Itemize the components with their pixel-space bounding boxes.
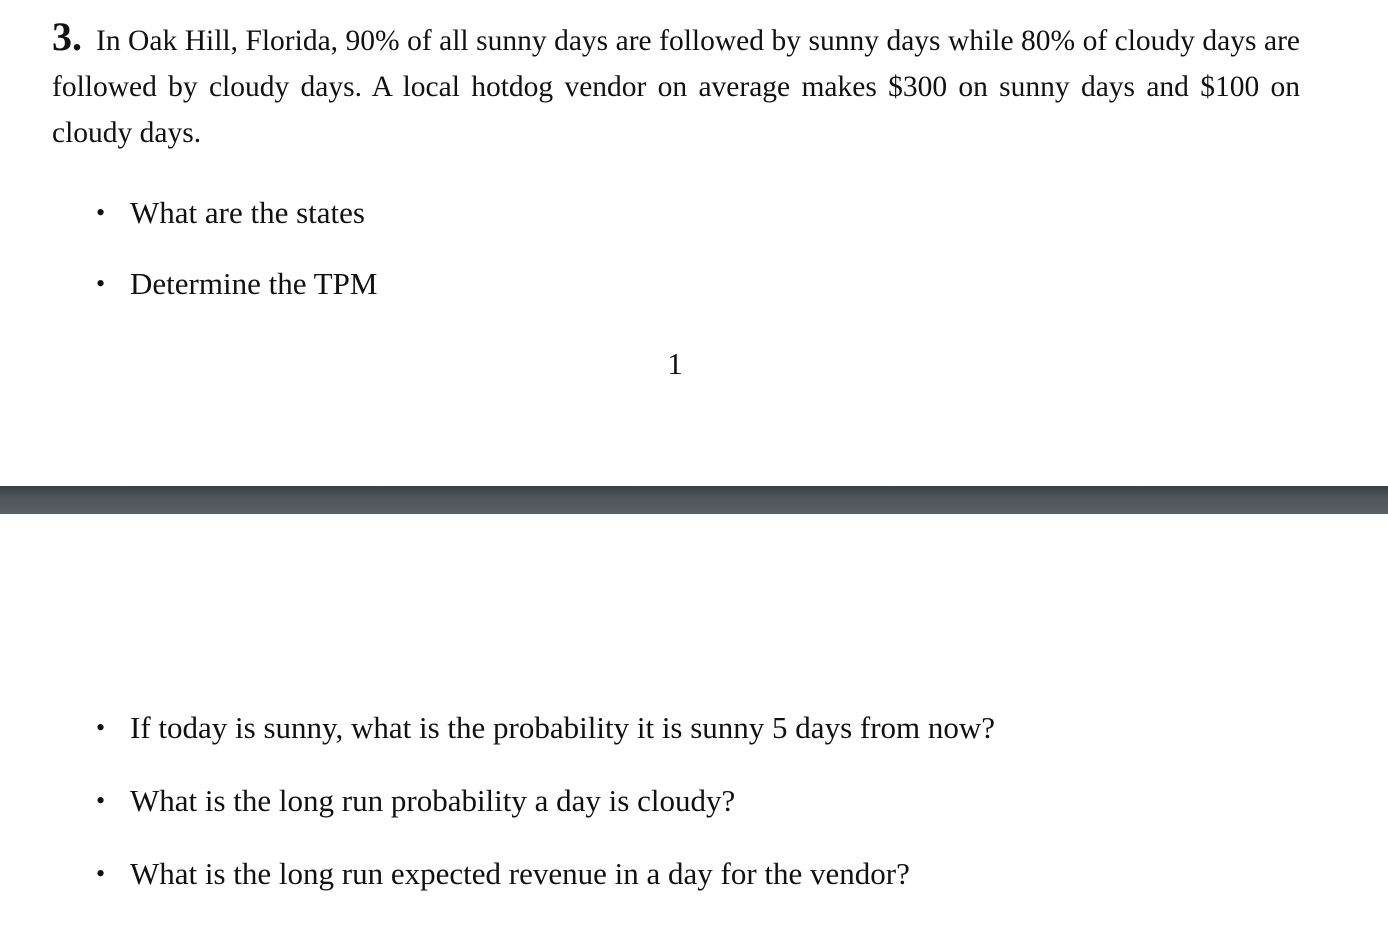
bullet-icon: • <box>96 198 106 227</box>
page-separator <box>0 486 1388 514</box>
question-tpm: Determine the TPM <box>130 266 378 301</box>
bullet-icon: • <box>96 269 106 298</box>
list-item <box>92 852 995 925</box>
bullet-icon: • <box>96 786 106 815</box>
bullet-icon: • <box>96 859 106 888</box>
page-number: 1 <box>667 346 683 381</box>
question-expected-revenue: What is the long run expected revenue in a day for the vendor? <box>130 856 910 891</box>
list-item <box>92 192 377 263</box>
problem-text: In Oak Hill, Florida, 90% of all sunny days are followed by sunny days while 80% of cloudy days are followed by cloudy days. A local hotdog vendor on average makes $300 on sunny days and $100 on cloudy days. <box>52 25 1300 149</box>
question-list-page-1 <box>92 192 377 334</box>
problem-statement <box>52 14 1300 156</box>
list-item <box>92 263 377 334</box>
question-states: What are the states <box>130 195 365 230</box>
list-item <box>92 706 995 779</box>
question-sunny-5-days: If today is sunny, what is the probability it is sunny 5 days from now? <box>130 710 996 745</box>
question-long-run-cloudy: What is the long run probability a day is cloudy? <box>130 783 736 818</box>
problem-number: 3. <box>52 14 82 59</box>
question-list-page-2 <box>92 706 995 925</box>
bullet-icon: • <box>96 713 106 742</box>
list-item <box>92 779 995 852</box>
